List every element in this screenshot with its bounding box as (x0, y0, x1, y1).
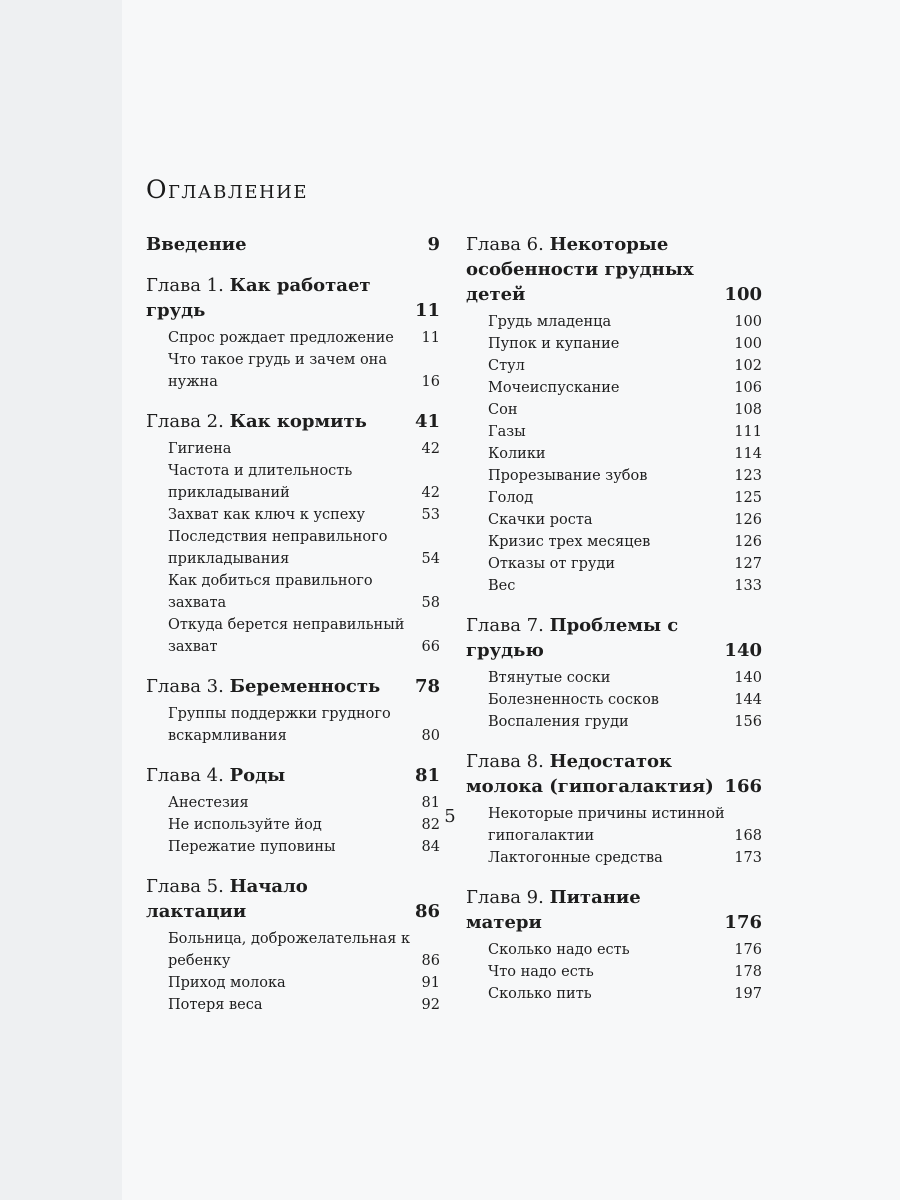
toc-entry-title: Последствия неправильного прикладывания (168, 529, 388, 567)
toc-entry-page-number: 123 (734, 468, 762, 484)
toc-entry-title: Потеря веса (168, 997, 263, 1013)
chapter-page-number: 176 (724, 912, 762, 933)
chapter-page-number: 81 (414, 765, 440, 786)
chapter-label: Глава 4. (146, 765, 230, 786)
chapter-title (466, 885, 724, 935)
chapter-title (146, 232, 427, 257)
toc-entry-page-number: 106 (734, 380, 762, 396)
toc-entry-page-number: 197 (734, 986, 762, 1002)
toc-entry[interactable] (146, 994, 440, 1016)
chapter-page-number: 41 (414, 411, 440, 432)
toc-section (146, 674, 440, 747)
toc-entry[interactable] (466, 711, 762, 733)
toc-entry-page-number: 108 (734, 402, 762, 418)
toc-entry-title: Скачки роста (488, 512, 593, 528)
toc-entry-title: Газы (488, 424, 526, 440)
toc-entry-title: Группы поддержки грудного вскармливания (168, 706, 391, 744)
toc-entry-page-number: 42 (421, 485, 440, 501)
toc-entry-page-number: 133 (734, 578, 762, 594)
toc-entry-page-number: 144 (734, 692, 762, 708)
chapter-name: Питание матери (466, 887, 641, 933)
toc-left-column (146, 232, 440, 1032)
toc-entry[interactable] (146, 928, 440, 972)
chapter-label: Глава 2. (146, 411, 230, 432)
chapter-label: Глава 5. (146, 876, 230, 897)
toc-entry[interactable] (466, 465, 762, 487)
page-title: Оглавление (146, 174, 308, 204)
toc-entry-title: Вес (488, 578, 516, 594)
toc-entry-title: Сон (488, 402, 518, 418)
toc-entry-page-number: 81 (421, 795, 440, 811)
chapter-page-number: 11 (414, 300, 440, 321)
toc-right-column (466, 232, 762, 1021)
toc-entry[interactable] (466, 847, 762, 869)
chapter-name: Некоторые особенности грудных детей (466, 234, 694, 305)
toc-entry-title: Приход молока (168, 975, 286, 991)
toc-entry-page-number: 53 (421, 507, 440, 523)
toc-entry-title: Спрос рождает предложение (168, 330, 394, 346)
toc-entry-page-number: 42 (421, 441, 440, 457)
toc-entry-title: Сколько пить (488, 986, 592, 1002)
chapter-title (146, 874, 415, 924)
toc-section (146, 874, 440, 1016)
toc-entry-page-number: 126 (734, 512, 762, 528)
chapter-name: Как кормить (229, 411, 367, 432)
toc-entry-title: Что такое грудь и зачем она нужна (168, 352, 387, 390)
toc-entry-title: Частота и длительность прикладываний (168, 463, 353, 501)
chapter-label: Глава 6. (466, 234, 550, 255)
toc-entry-title: Мочеиспускание (488, 380, 620, 396)
toc-entry[interactable] (466, 689, 762, 711)
toc-entry[interactable] (466, 443, 762, 465)
toc-entry-page-number: 86 (421, 953, 440, 969)
toc-entry-page-number: 82 (421, 817, 440, 833)
toc-entry-page-number: 80 (421, 728, 440, 744)
toc-entry-title: Как добиться правильного захвата (168, 573, 373, 611)
chapter-page-number: 100 (724, 284, 762, 305)
chapter-title (146, 409, 415, 434)
chapter-title (466, 232, 724, 307)
toc-entry[interactable] (466, 399, 762, 421)
toc-entry-page-number: 176 (734, 942, 762, 958)
toc-section (146, 232, 440, 257)
chapter-title (146, 674, 415, 699)
toc-entry-title: Пупок и купание (488, 336, 620, 352)
toc-entry[interactable] (466, 377, 762, 399)
chapter-page-number: 86 (414, 901, 440, 922)
chapter-label: Глава 7. (466, 615, 550, 636)
toc-entry[interactable] (146, 526, 440, 570)
chapter-label: Глава 9. (466, 887, 550, 908)
chapter-page-number: 9 (427, 234, 440, 255)
toc-entry-title: Отказы от груди (488, 556, 616, 572)
toc-entry-page-number: 168 (734, 828, 762, 844)
chapter-heading[interactable] (466, 613, 762, 663)
chapter-label: Глава 1. (146, 275, 230, 296)
toc-entry-title: Захват как ключ к успеху (168, 507, 366, 523)
chapter-name: Как работает грудь (146, 275, 371, 321)
chapter-label: Глава 8. (466, 751, 550, 772)
toc-entry[interactable] (466, 667, 762, 689)
chapter-name: Беременность (229, 676, 381, 697)
chapter-heading[interactable] (146, 409, 440, 434)
toc-entry-page-number: 91 (421, 975, 440, 991)
toc-entry-page-number: 140 (734, 670, 762, 686)
chapter-name: Недостаток молока (гипогалактия) (466, 751, 714, 797)
toc-entry-page-number: 11 (421, 330, 440, 346)
toc-entry[interactable] (146, 438, 440, 460)
toc-entry[interactable] (146, 327, 440, 349)
toc-entry-page-number: 58 (421, 595, 440, 611)
toc-entry[interactable] (466, 531, 762, 553)
toc-entry[interactable] (146, 570, 440, 614)
toc-entry-title: Пережатие пуповины (168, 839, 336, 855)
toc-entry-title: Лактогонные средства (488, 850, 663, 866)
toc-entry-title: Воспаления груди (488, 714, 629, 730)
toc-entry-title: Некоторые причины истинной гипогалактии (488, 806, 725, 844)
chapter-heading[interactable] (146, 874, 440, 924)
toc-entry[interactable] (466, 553, 762, 575)
chapter-heading[interactable] (466, 885, 762, 935)
toc-entry-title: Не используйте йод (168, 817, 322, 833)
toc-entry[interactable] (466, 487, 762, 509)
toc-entry-page-number: 173 (734, 850, 762, 866)
toc-entry-title: Болезненность сосков (488, 692, 659, 708)
toc-entry[interactable] (466, 939, 762, 961)
chapter-label: Глава 3. (146, 676, 230, 697)
toc-entry[interactable] (146, 703, 440, 747)
chapter-page-number: 140 (724, 640, 762, 661)
toc-entry-title: Анестезия (168, 795, 249, 811)
toc-entry-page-number: 54 (421, 551, 440, 567)
chapter-name: Введение (146, 234, 247, 255)
toc-section (466, 885, 762, 1005)
toc-entry-page-number: 127 (734, 556, 762, 572)
toc-entry[interactable] (466, 961, 762, 983)
toc-section (466, 232, 762, 597)
toc-section (466, 613, 762, 733)
chapter-title (146, 273, 415, 323)
toc-entry-page-number: 66 (421, 639, 440, 655)
chapter-name: Начало лактации (146, 876, 308, 922)
toc-entry-title: Колики (488, 446, 546, 462)
toc-entry-title: Втянутые соски (488, 670, 611, 686)
chapter-heading[interactable] (146, 232, 440, 257)
toc-section (146, 409, 440, 658)
toc-entry[interactable] (466, 333, 762, 355)
chapter-page-number: 78 (414, 676, 440, 697)
chapter-title (466, 613, 724, 663)
toc-entry-title: Прорезывание зубов (488, 468, 648, 484)
chapter-name: Проблемы с грудью (466, 615, 679, 661)
toc-entry[interactable] (466, 575, 762, 597)
toc-entry[interactable] (466, 983, 762, 1005)
chapter-heading[interactable] (146, 763, 440, 788)
toc-entry[interactable] (146, 460, 440, 504)
toc-entry-page-number: 111 (734, 424, 762, 440)
toc-entry[interactable] (466, 509, 762, 531)
toc-entry[interactable] (466, 355, 762, 377)
toc-entry-title: Гигиена (168, 441, 232, 457)
toc-section (146, 273, 440, 393)
toc-entry-title: Что надо есть (488, 964, 594, 980)
toc-entry-title: Голод (488, 490, 534, 506)
chapter-title (146, 763, 415, 788)
chapter-title (466, 749, 724, 799)
toc-entry-title: Грудь младенца (488, 314, 612, 330)
toc-entry-title: Сколько надо есть (488, 942, 630, 958)
chapter-name: Роды (229, 765, 286, 786)
toc-entry-page-number: 178 (734, 964, 762, 980)
toc-entry[interactable] (466, 421, 762, 443)
page-number: 5 (444, 806, 456, 827)
chapter-heading[interactable] (146, 273, 440, 323)
toc-entry-page-number: 125 (734, 490, 762, 506)
toc-entry-title: Кризис трех месяцев (488, 534, 651, 550)
toc-entry-page-number: 114 (734, 446, 762, 462)
toc-entry-page-number: 100 (734, 336, 762, 352)
toc-entry-page-number: 100 (734, 314, 762, 330)
toc-entry-page-number: 84 (421, 839, 440, 855)
chapter-heading[interactable] (466, 749, 762, 799)
toc-entry-title: Больница, доброжелательная к ребенку (168, 931, 411, 969)
toc-entry-page-number: 156 (734, 714, 762, 730)
chapter-heading[interactable] (466, 232, 762, 307)
chapter-page-number: 166 (724, 776, 762, 797)
toc-entry[interactable] (146, 836, 440, 858)
toc-entry[interactable] (146, 614, 440, 658)
toc-entry[interactable] (146, 504, 440, 526)
toc-entry[interactable] (146, 972, 440, 994)
toc-entry-title: Стул (488, 358, 525, 374)
toc-entry[interactable] (466, 311, 762, 333)
chapter-heading[interactable] (146, 674, 440, 699)
toc-entry-title: Откуда берется неправильный захват (168, 617, 405, 655)
toc-entry-page-number: 92 (421, 997, 440, 1013)
toc-entry-page-number: 102 (734, 358, 762, 374)
toc-entry[interactable] (146, 349, 440, 393)
toc-entry-page-number: 126 (734, 534, 762, 550)
toc-entry-page-number: 16 (421, 374, 440, 390)
